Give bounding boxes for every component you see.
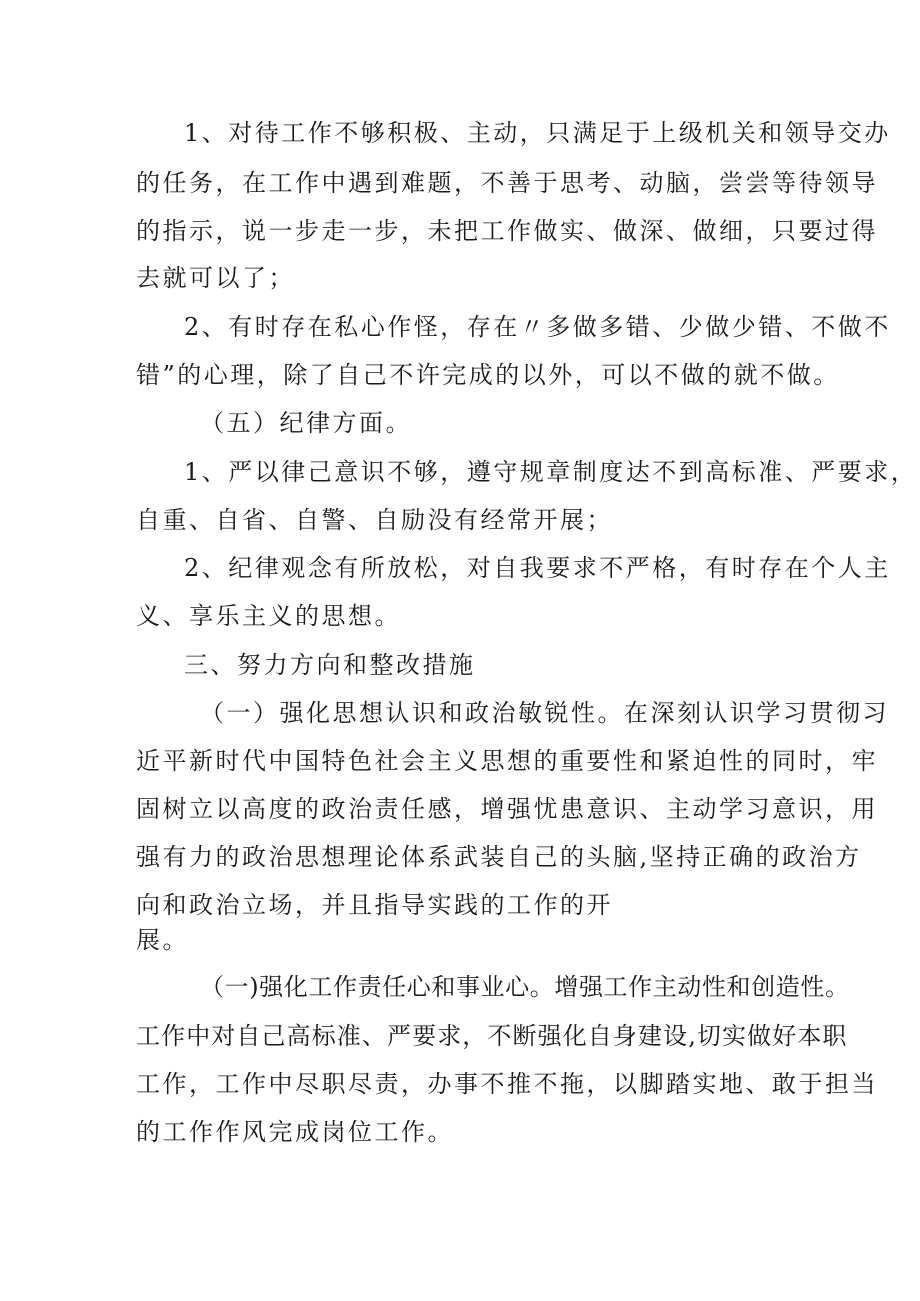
paragraph-line: 的任务，在工作中遇到难题，不善于思考、动脑，尝尝等待领导 — [136, 169, 878, 197]
paragraph-line: 向和政治立场，并且指导实践的工作的开 — [136, 891, 613, 919]
paragraph-line: 自重、自省、自警、自励没有经常开展； — [136, 506, 613, 534]
paragraph-line: 强有力的政治思想理论体系武装自己的头脑,坚持正确的政治方 — [136, 843, 862, 871]
section-heading: （五）纪律方面。 — [200, 409, 412, 437]
paragraph-line: 1、严以律己意识不够，遵守规章制度达不到高标准、严要求， — [184, 458, 918, 486]
paragraph-line: 1、对待工作不够积极、主动，只满足于上级机关和领导交办 — [184, 119, 891, 147]
paragraph-line: 的指示，说一步走一步，未把工作做实、做深、做细，只要过得 — [136, 217, 878, 245]
paragraph-line: 工作，工作中尽职尽责，办事不推不拖，以脚踏实地、敢于担当 — [136, 1070, 878, 1098]
paragraph-line: 义、享乐主义的思想。 — [136, 602, 401, 630]
paragraph-line: 固树立以高度的政治责任感，增强忧患意识、主动学习意识，用 — [136, 795, 878, 823]
paragraph-line: （一)强化工作责任心和事业心。增强工作主动性和创造性。 — [200, 973, 850, 1001]
paragraph-line: 去就可以了； — [136, 264, 295, 292]
section-heading: 三、努力方向和整改措施 — [184, 651, 476, 679]
paragraph-line: 展。 — [136, 926, 189, 954]
paragraph-line: 2、有时存在私心作怪，存在〃多做多错、少做少错、不做不 — [184, 313, 891, 341]
paragraph-line: （一）强化思想认识和政治敏锐性。在深刻认识学习贯彻习 — [200, 699, 889, 727]
paragraph-line: 2、纪律观念有所放松，对自我要求不严格，有时存在个人主 — [184, 554, 891, 582]
paragraph-line: 错”的心理，除了自己不许完成的以外，可以不做的就不做。 — [136, 361, 840, 389]
paragraph-line: 工作中对自己高标准、严要求，不断强化自身建设,切实做好本职 — [136, 1022, 848, 1050]
paragraph-line: 近平新时代中国特色社会主义思想的重要性和紧迫性的同时，牢 — [136, 747, 878, 775]
paragraph-line: 的工作作风完成岗位工作。 — [136, 1118, 454, 1146]
